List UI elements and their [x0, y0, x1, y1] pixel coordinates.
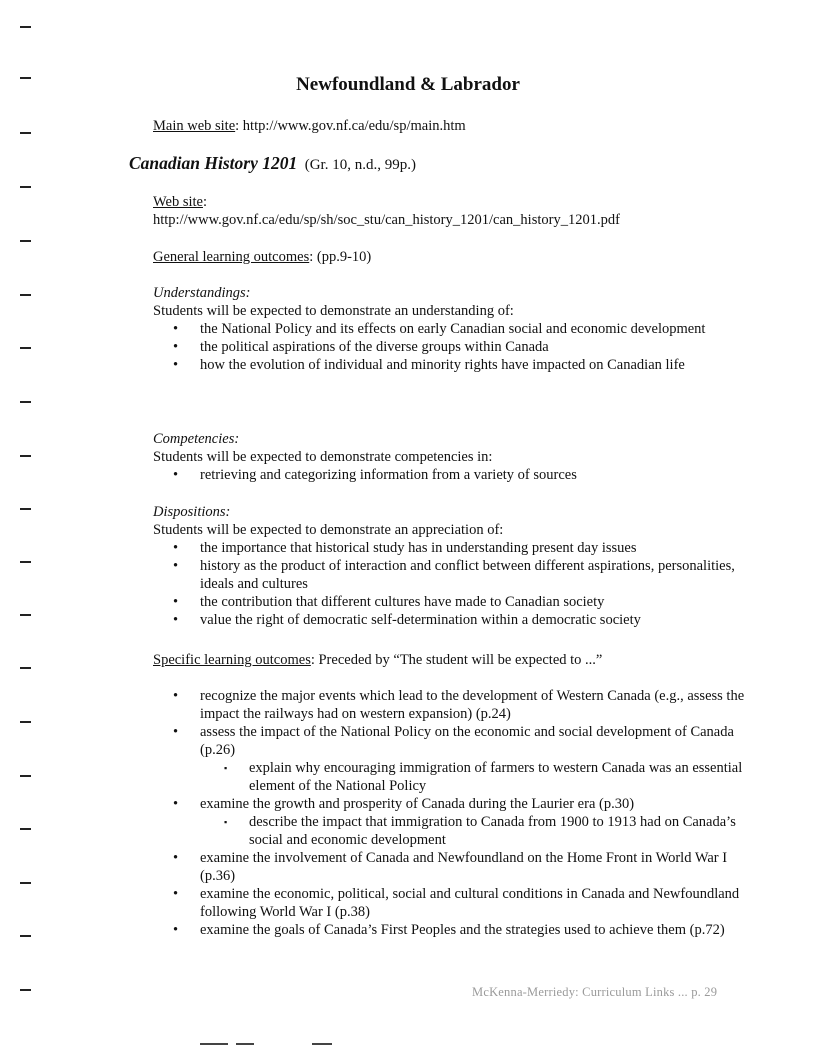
scan-artifact — [200, 1043, 228, 1045]
scan-artifact — [236, 1043, 254, 1045]
main-website-line — [153, 117, 753, 135]
margin-mark — [20, 989, 31, 991]
margin-mark — [20, 294, 31, 296]
course-heading — [129, 154, 416, 174]
specific-outcomes-line — [153, 651, 753, 669]
margin-mark — [20, 882, 31, 884]
specific-outcomes-intro: : Preceded by “The student will be expected to ...” — [310, 652, 603, 668]
list-item: • examine the involvement of Canada and Newfoundland on the Home Front in World War I (p.36) — [153, 849, 753, 885]
margin-mark — [20, 401, 31, 403]
specific-outcomes-list — [153, 795, 753, 813]
competencies-intro: Students will be expected to demonstrate competencies in: — [153, 449, 493, 465]
margin-mark — [20, 347, 31, 349]
main-website-label: Main web site — [153, 118, 236, 134]
list-item: • recognize the major events which lead to the development of Western Canada (e.g., assess the impact the railways had on western expansion) (p.24) — [153, 687, 753, 723]
specific-outcomes-label: Specific learning outcomes — [153, 652, 311, 668]
list-item: • examine the goals of Canada’s First Peoples and the strategies used to achieve them (p.72) — [153, 921, 753, 939]
page-title: Newfoundland & Labrador — [296, 74, 520, 95]
course-website-colon: : — [202, 194, 208, 210]
list-item: • how the evolution of individual and minority rights have impacted on Canadian life — [153, 356, 753, 374]
margin-mark — [20, 614, 31, 616]
course-website-label: Web site — [153, 194, 203, 210]
specific-outcomes-list — [153, 849, 753, 939]
list-item: • examine the economic, political, social and cultural conditions in Canada and Newfoundland following World War I (p.38) — [153, 885, 753, 921]
scan-artifact — [312, 1043, 332, 1045]
competencies-list — [153, 466, 753, 484]
list-item: • the importance that historical study has in understanding present day issues — [153, 539, 753, 557]
margin-mark — [20, 455, 31, 457]
margin-mark — [20, 26, 31, 28]
list-item: • examine the growth and prosperity of Canada during the Laurier era (p.30) — [153, 795, 753, 813]
margin-mark — [20, 561, 31, 563]
sub-list — [153, 813, 753, 849]
course-website-url[interactable]: http://www.gov.nf.ca/edu/sp/sh/soc_stu/can_history_1201/can_history_1201.pdf — [153, 212, 620, 228]
list-item: • the political aspirations of the diverse groups within Canada — [153, 338, 753, 356]
general-outcomes-label: General learning outcomes — [153, 249, 310, 265]
understandings-heading: Understandings: — [153, 285, 251, 301]
understandings-intro: Students will be expected to demonstrate an understanding of: — [153, 303, 514, 319]
general-outcomes-pages: : (pp.9-10) — [309, 249, 372, 265]
specific-outcomes-list — [153, 687, 753, 759]
course-meta: (Gr. 10, n.d., 99p.) — [304, 157, 416, 173]
understandings-list — [153, 320, 753, 374]
page-footer: McKenna-Merriedy: Curriculum Links ... p. 29 — [472, 985, 718, 999]
sub-list-item: ▪ explain why encouraging immigration of farmers to western Canada was an essential element of the National Policy — [153, 759, 753, 795]
specific-outcomes-section — [153, 687, 753, 939]
general-outcomes-line — [153, 248, 753, 266]
dispositions-intro: Students will be expected to demonstrate an appreciation of: — [153, 522, 504, 538]
course-name: Canadian History 1201 — [129, 153, 298, 173]
list-item: • assess the impact of the National Policy on the economic and social development of Canada (p.26) — [153, 723, 753, 759]
margin-mark — [20, 132, 31, 134]
competencies-heading: Competencies: — [153, 431, 240, 447]
list-item: • retrieving and categorizing information from a variety of sources — [153, 466, 753, 484]
list-item: • the contribution that different cultures have made to Canadian society — [153, 593, 753, 611]
sub-list — [153, 759, 753, 795]
margin-mark — [20, 240, 31, 242]
dispositions-heading: Dispositions: — [153, 504, 231, 520]
dispositions-list — [153, 539, 753, 629]
list-item: • value the right of democratic self-determination within a democratic society — [153, 611, 753, 629]
margin-mark — [20, 935, 31, 937]
list-item: • the National Policy and its effects on early Canadian social and economic development — [153, 320, 753, 338]
margin-mark — [20, 828, 31, 830]
main-website-url[interactable]: : http://www.gov.nf.ca/edu/sp/main.htm — [235, 118, 466, 134]
margin-mark — [20, 721, 31, 723]
margin-mark — [20, 508, 31, 510]
sub-list-item: ▪ describe the impact that immigration to Canada from 1900 to 1913 had on Canada’s social and economic development — [153, 813, 753, 849]
course-website — [153, 193, 753, 229]
margin-mark — [20, 667, 31, 669]
margin-mark — [20, 186, 31, 188]
dispositions-section — [153, 503, 753, 629]
margin-mark — [20, 775, 31, 777]
competencies-section — [153, 430, 753, 484]
understandings-section — [153, 284, 753, 374]
list-item: • history as the product of interaction and conflict between different aspirations, personalities, ideals and cultures — [153, 557, 753, 593]
